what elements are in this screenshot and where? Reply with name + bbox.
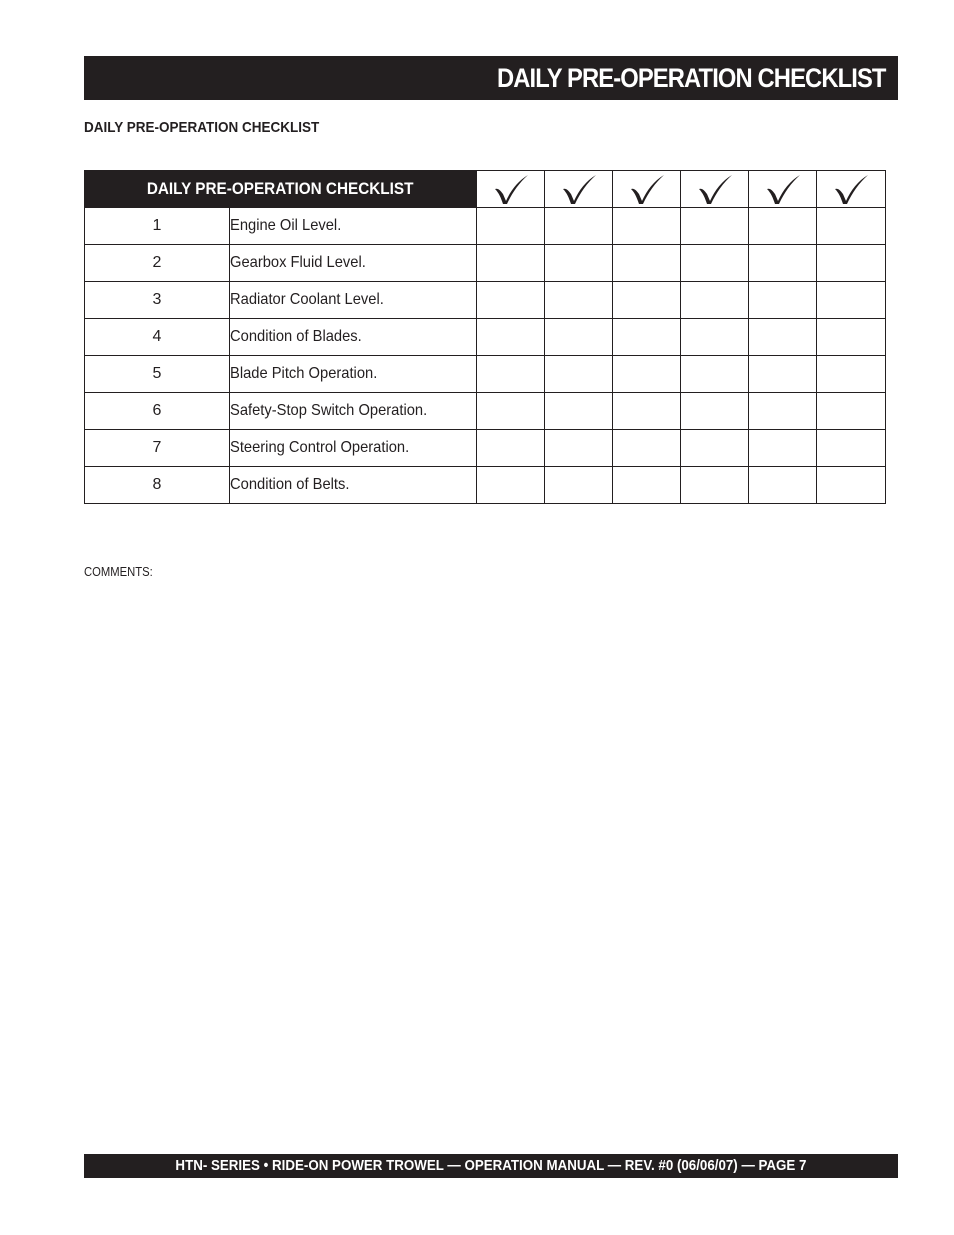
check-box[interactable]: [613, 245, 681, 282]
check-box[interactable]: [681, 282, 749, 319]
row-item: Steering Control Operation.: [230, 430, 477, 467]
row-number: 7: [85, 430, 230, 467]
check-box[interactable]: [681, 393, 749, 430]
check-box[interactable]: [749, 319, 817, 356]
check-column-header: [749, 171, 817, 208]
check-box[interactable]: [749, 208, 817, 245]
check-mark-icon: [627, 172, 667, 206]
row-number: 4: [85, 319, 230, 356]
row-number: 6: [85, 393, 230, 430]
check-box[interactable]: [477, 430, 545, 467]
check-box[interactable]: [477, 319, 545, 356]
table-row: [85, 319, 886, 356]
check-box[interactable]: [545, 208, 613, 245]
check-box[interactable]: [749, 467, 817, 504]
check-column-header: [817, 171, 886, 208]
check-mark-icon: [695, 172, 735, 206]
check-box[interactable]: [613, 319, 681, 356]
check-box[interactable]: [545, 245, 613, 282]
check-box[interactable]: [681, 356, 749, 393]
table-header-row: [85, 171, 886, 208]
table-row: [85, 393, 886, 430]
check-box[interactable]: [749, 393, 817, 430]
check-box[interactable]: [749, 356, 817, 393]
check-box[interactable]: [477, 282, 545, 319]
check-box[interactable]: [545, 430, 613, 467]
check-box[interactable]: [817, 356, 886, 393]
check-column-header: [613, 171, 681, 208]
check-box[interactable]: [613, 393, 681, 430]
row-item: Engine Oil Level.: [230, 208, 477, 245]
check-box[interactable]: [749, 282, 817, 319]
check-box[interactable]: [477, 467, 545, 504]
footer-text: HTN- SERIES • RIDE-ON POWER TROWEL — OPERATION MANUAL — REV. #0 (06/06/07) — PAGE 7: [175, 1158, 807, 1174]
check-box[interactable]: [817, 430, 886, 467]
check-mark-icon: [763, 172, 803, 206]
check-box[interactable]: [545, 393, 613, 430]
row-number: 8: [85, 467, 230, 504]
check-box[interactable]: [817, 393, 886, 430]
check-box[interactable]: [545, 282, 613, 319]
check-box[interactable]: [817, 208, 886, 245]
page-title-bar: [84, 56, 898, 100]
check-box[interactable]: [545, 356, 613, 393]
check-column-header: [681, 171, 749, 208]
check-box[interactable]: [681, 467, 749, 504]
check-box[interactable]: [681, 319, 749, 356]
table-header: DAILY PRE-OPERATION CHECKLIST: [85, 171, 477, 208]
table-row: [85, 430, 886, 467]
check-box[interactable]: [613, 467, 681, 504]
check-box[interactable]: [749, 245, 817, 282]
table-row: [85, 356, 886, 393]
check-box[interactable]: [681, 245, 749, 282]
table-row: [85, 245, 886, 282]
row-item: Safety-Stop Switch Operation.: [230, 393, 477, 430]
row-number: 2: [85, 245, 230, 282]
check-box[interactable]: [681, 208, 749, 245]
row-item: Gearbox Fluid Level.: [230, 245, 477, 282]
row-number: 1: [85, 208, 230, 245]
checklist-table: [84, 170, 886, 504]
check-box[interactable]: [749, 430, 817, 467]
check-box[interactable]: [681, 430, 749, 467]
check-column-header: [545, 171, 613, 208]
table-row: [85, 467, 886, 504]
footer-bar: [84, 1154, 898, 1178]
check-box[interactable]: [817, 319, 886, 356]
check-box[interactable]: [817, 282, 886, 319]
section-heading: DAILY PRE-OPERATION CHECKLIST: [84, 119, 320, 136]
comments-label: COMMENTS:: [84, 565, 153, 579]
check-box[interactable]: [545, 319, 613, 356]
check-box[interactable]: [817, 467, 886, 504]
page-title: DAILY PRE-OPERATION CHECKLIST: [497, 62, 886, 93]
table-row: [85, 282, 886, 319]
check-box[interactable]: [545, 467, 613, 504]
check-box[interactable]: [613, 430, 681, 467]
row-item: Condition of Belts.: [230, 467, 477, 504]
check-column-header: [477, 171, 545, 208]
check-box[interactable]: [613, 282, 681, 319]
check-mark-icon: [831, 172, 871, 206]
check-box[interactable]: [477, 393, 545, 430]
check-box[interactable]: [613, 356, 681, 393]
check-box[interactable]: [817, 245, 886, 282]
row-number: 3: [85, 282, 230, 319]
check-box[interactable]: [477, 245, 545, 282]
row-number: 5: [85, 356, 230, 393]
table-row: [85, 208, 886, 245]
check-box[interactable]: [613, 208, 681, 245]
row-item: Blade Pitch Operation.: [230, 356, 477, 393]
check-box[interactable]: [477, 208, 545, 245]
row-item: Radiator Coolant Level.: [230, 282, 477, 319]
row-item: Condition of Blades.: [230, 319, 477, 356]
check-mark-icon: [491, 172, 531, 206]
check-mark-icon: [559, 172, 599, 206]
check-box[interactable]: [477, 356, 545, 393]
